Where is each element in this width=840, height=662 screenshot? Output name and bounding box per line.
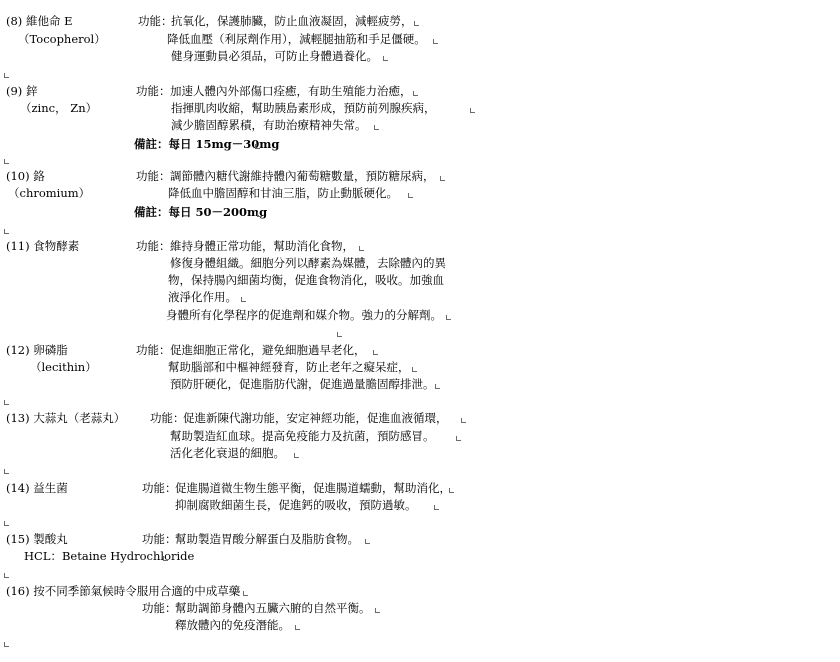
function-line: 加速人體內外部傷口痊癒，有助生殖能力治癒， xyxy=(170,84,412,98)
function-line: 預防肝硬化，促進脂肪代謝，促進過量膽固醇排泄。 xyxy=(170,377,435,391)
function-line: 抗氧化，保護肺臟，防止血液凝固，減輕疲勞， xyxy=(171,14,413,28)
function-label: 功能： xyxy=(136,84,171,98)
item-title: (9) 鋅 xyxy=(6,84,38,98)
function-line: 幫助調節身體內五臟六腑的自然平衡。 xyxy=(175,601,371,615)
paragraph-mark xyxy=(4,520,10,526)
function-line: 維持身體正常功能，幫助消化食物， xyxy=(170,239,354,253)
item-title: (14) 益生菌 xyxy=(6,481,68,495)
function-line: 調節體內糖代謝維持體內葡萄糖數量，預防糖尿病， xyxy=(170,169,435,183)
dosage-note: 備註：每日 50－200mg xyxy=(134,205,268,219)
paragraph-mark xyxy=(470,107,476,113)
function-line: 釋放體內的免疫潛能。 xyxy=(175,618,290,632)
paragraph-mark xyxy=(4,468,10,474)
paragraph-mark xyxy=(359,245,365,251)
paragraph-mark xyxy=(4,641,10,647)
dosage-note: 備註：每日 15mg－30mg xyxy=(134,137,280,151)
item-subtitle: HCL：Betaine Hydrochloride xyxy=(24,549,195,563)
function-line: 物，保持腸內細菌均衡，促進食物消化，吸收。加強血 xyxy=(168,273,444,287)
paragraph-mark xyxy=(461,417,467,423)
function-line: 活化老化衰退的細胞。 xyxy=(170,446,285,460)
function-line: 幫助製造胃酸分解蛋白及脂肪食物。 xyxy=(175,532,359,546)
function-line: 修復身體組織。細胞分列以酵素為媒體，去除體內的異 xyxy=(170,256,446,270)
item-title: (10) 鉻 xyxy=(6,169,45,183)
function-line: 促進腸道微生物生態平衡，促進腸道蠕動，幫助消化， xyxy=(175,481,451,495)
item-subtitle: （Tocopherol） xyxy=(18,32,106,46)
paragraph-mark xyxy=(241,296,247,302)
function-label: 功能： xyxy=(142,601,177,615)
function-label: 功能： xyxy=(138,14,173,28)
paragraph-mark xyxy=(337,331,343,337)
function-line: 健身運動員必須品，可防止身體過養化。 xyxy=(171,49,378,63)
paragraph-mark xyxy=(413,90,419,96)
paragraph-mark xyxy=(4,572,10,578)
paragraph-mark xyxy=(4,158,10,164)
function-label: 功能： xyxy=(142,481,177,495)
item-title: (11) 食物酵素 xyxy=(6,239,80,253)
paragraph-mark xyxy=(408,192,414,198)
item-subtitle: （chromium） xyxy=(8,186,91,200)
function-line: 幫助腦部和中樞神經發育，防止老年之癡呆症， xyxy=(168,360,410,374)
paragraph-mark xyxy=(374,124,380,130)
item-subtitle: （lecithin） xyxy=(30,360,97,374)
paragraph-mark xyxy=(456,435,462,441)
item-title: (13) 大蒜丸（老蒜丸） xyxy=(6,411,126,425)
paragraph-mark xyxy=(414,20,420,26)
paragraph-mark xyxy=(255,143,261,149)
function-line: 減少膽固醇累積，有助治療精神失常。 xyxy=(171,118,367,132)
paragraph-mark xyxy=(257,211,263,217)
function-label: 功能： xyxy=(150,411,185,425)
paragraph-mark xyxy=(449,487,455,493)
function-line: 抑制腐敗細菌生長，促進鈣的吸收，預防過敏。 xyxy=(175,498,417,512)
paragraph-mark xyxy=(295,624,301,630)
paragraph-mark xyxy=(4,228,10,234)
function-line: 降低血中膽固醇和甘油三脂，防止動脈硬化。 xyxy=(168,186,398,200)
item-title: (12) 卵磷脂 xyxy=(6,343,68,357)
paragraph-mark xyxy=(440,175,446,181)
paragraph-mark xyxy=(435,383,441,389)
function-label: 功能： xyxy=(136,239,171,253)
paragraph-mark xyxy=(4,72,10,78)
item-title: (8) 維他命 E xyxy=(6,14,73,28)
function-line: 身體所有化學程序的促進劑和媒介物。強力的分解劑。 xyxy=(166,308,442,322)
item-subtitle: （zinc， Zn） xyxy=(20,101,98,115)
function-line: 降低血壓（利尿劑作用），減輕腿抽筋和手足僵硬。 xyxy=(167,32,426,46)
paragraph-mark xyxy=(433,38,439,44)
function-label: 功能： xyxy=(136,169,171,183)
paragraph-mark xyxy=(365,538,371,544)
paragraph-mark xyxy=(412,366,418,372)
paragraph-mark xyxy=(446,314,452,320)
function-line: 促進新陳代謝功能，安定神經功能，促進血液循環， xyxy=(183,411,448,425)
paragraph-mark xyxy=(383,55,389,61)
paragraph-mark xyxy=(434,504,440,510)
paragraph-mark xyxy=(375,607,381,613)
item-title: (15) 製酸丸 xyxy=(6,532,68,546)
function-line: 指揮肌肉收縮，幫助胰島素形成，預防前列腺疾病， xyxy=(171,101,436,115)
paragraph-mark xyxy=(163,555,169,561)
function-label: 功能： xyxy=(136,343,171,357)
function-label: 功能： xyxy=(142,532,177,546)
paragraph-mark xyxy=(4,399,10,405)
function-line: 液淨化作用。 xyxy=(168,290,237,304)
paragraph-mark xyxy=(294,452,300,458)
paragraph-mark xyxy=(243,590,249,596)
function-line: 促進細胞正常化，避免細胞過早老化， xyxy=(170,343,366,357)
paragraph-mark xyxy=(373,349,379,355)
function-line: 幫助製造紅血球。提高免疫能力及抗菌，預防感冒。 xyxy=(170,429,435,443)
item-title: (16) 按不同季節氣候時令服用合適的中成草藥 xyxy=(6,584,241,598)
